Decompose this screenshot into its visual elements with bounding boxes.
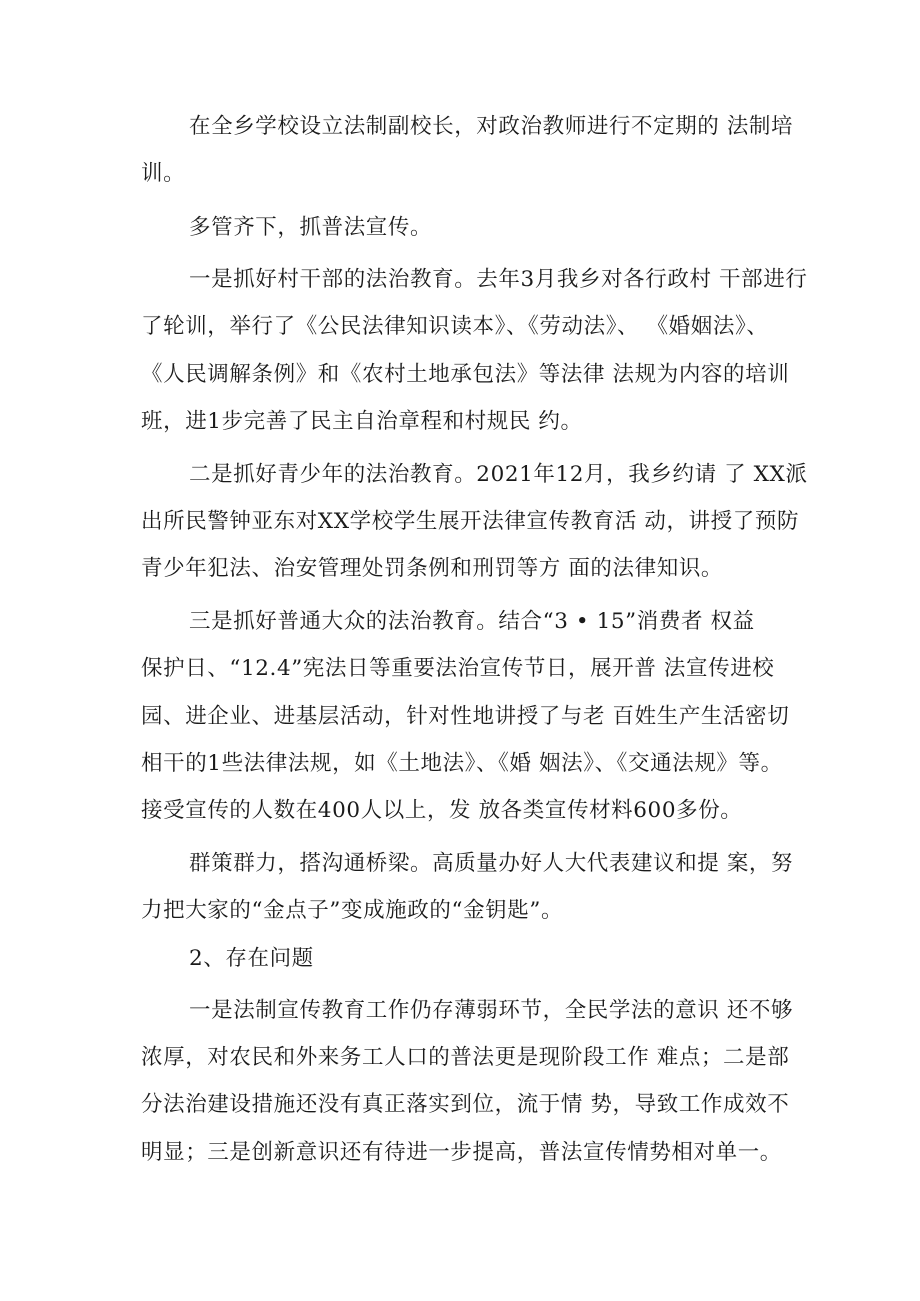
text-line: 在全乡学校设立法制副校长，对政治教师进行不定期的 法制培: [189, 114, 794, 139]
text-line: 浓厚，对农民和外来务工人口的普法更是现阶段工作 难点；二是部: [141, 1045, 790, 1070]
text-line: 多管齐下，抓普法宣传。: [189, 215, 433, 240]
text-line: 出所民警钟亚东对XX学校学生展开法律宣传教育活 动，讲授了预防: [141, 509, 800, 534]
text-line: 一是法制宣传教育工作仍存薄弱环节，全民学法的意识 还不够: [189, 998, 794, 1023]
text-line: 一是抓好村干部的法治教育。去年3月我乡对各行政村 干部进行: [189, 267, 808, 292]
text-line: 力把大家的“金点子”变成施政的“金钥匙”。: [141, 898, 564, 923]
text-line: 班，进1步完善了民主自治章程和村规民 约。: [141, 409, 583, 434]
text-line: 接受宣传的人数在400人以上，发 放各类宣传材料600多份。: [141, 798, 743, 823]
text-line: 明显；三是创新意识还有待进一步提高，普法宣传情势相对单一。: [141, 1140, 782, 1165]
text-line: 青少年犯法、治安管理处罚条例和刑罚等方 面的法律知识。: [141, 556, 724, 581]
text-line: 训。: [141, 161, 186, 186]
text-line: 了轮训，举行了《公民法律知识读本》、《劳动法》、 《婚姻法》、: [141, 314, 769, 339]
text-line: 相干的1些法律法规，如《土地法》、《婚 姻法》、《交通法规》等。: [141, 751, 783, 776]
text-line: 群策群力，搭沟通桥梁。高质量办好人大代表建议和提 案，努: [189, 851, 794, 876]
text-line: 二是抓好青少年的法治教育。2021年12月，我乡约请 了 XX派: [189, 462, 808, 487]
text-line: 保护日、“12.4”宪法日等重要法治宣传节日，展开普 法宣传进校: [141, 656, 775, 681]
text-line: 《人民调解条例》和《农村土地承包法》等法律 法规为内容的培训: [141, 362, 790, 387]
text-line: 三是抓好普通大众的法治教育。结合“3 • 15”消费者 权益: [189, 609, 755, 634]
text-line: 园、进企业、进基层活动，针对性地讲授了与老 百姓生产生活密切: [141, 704, 790, 729]
text-line: 分法治建设措施还没有真正落实到位，流于情 势，导致工作成效不: [141, 1092, 790, 1117]
section-heading: 2、存在问题: [189, 946, 314, 971]
